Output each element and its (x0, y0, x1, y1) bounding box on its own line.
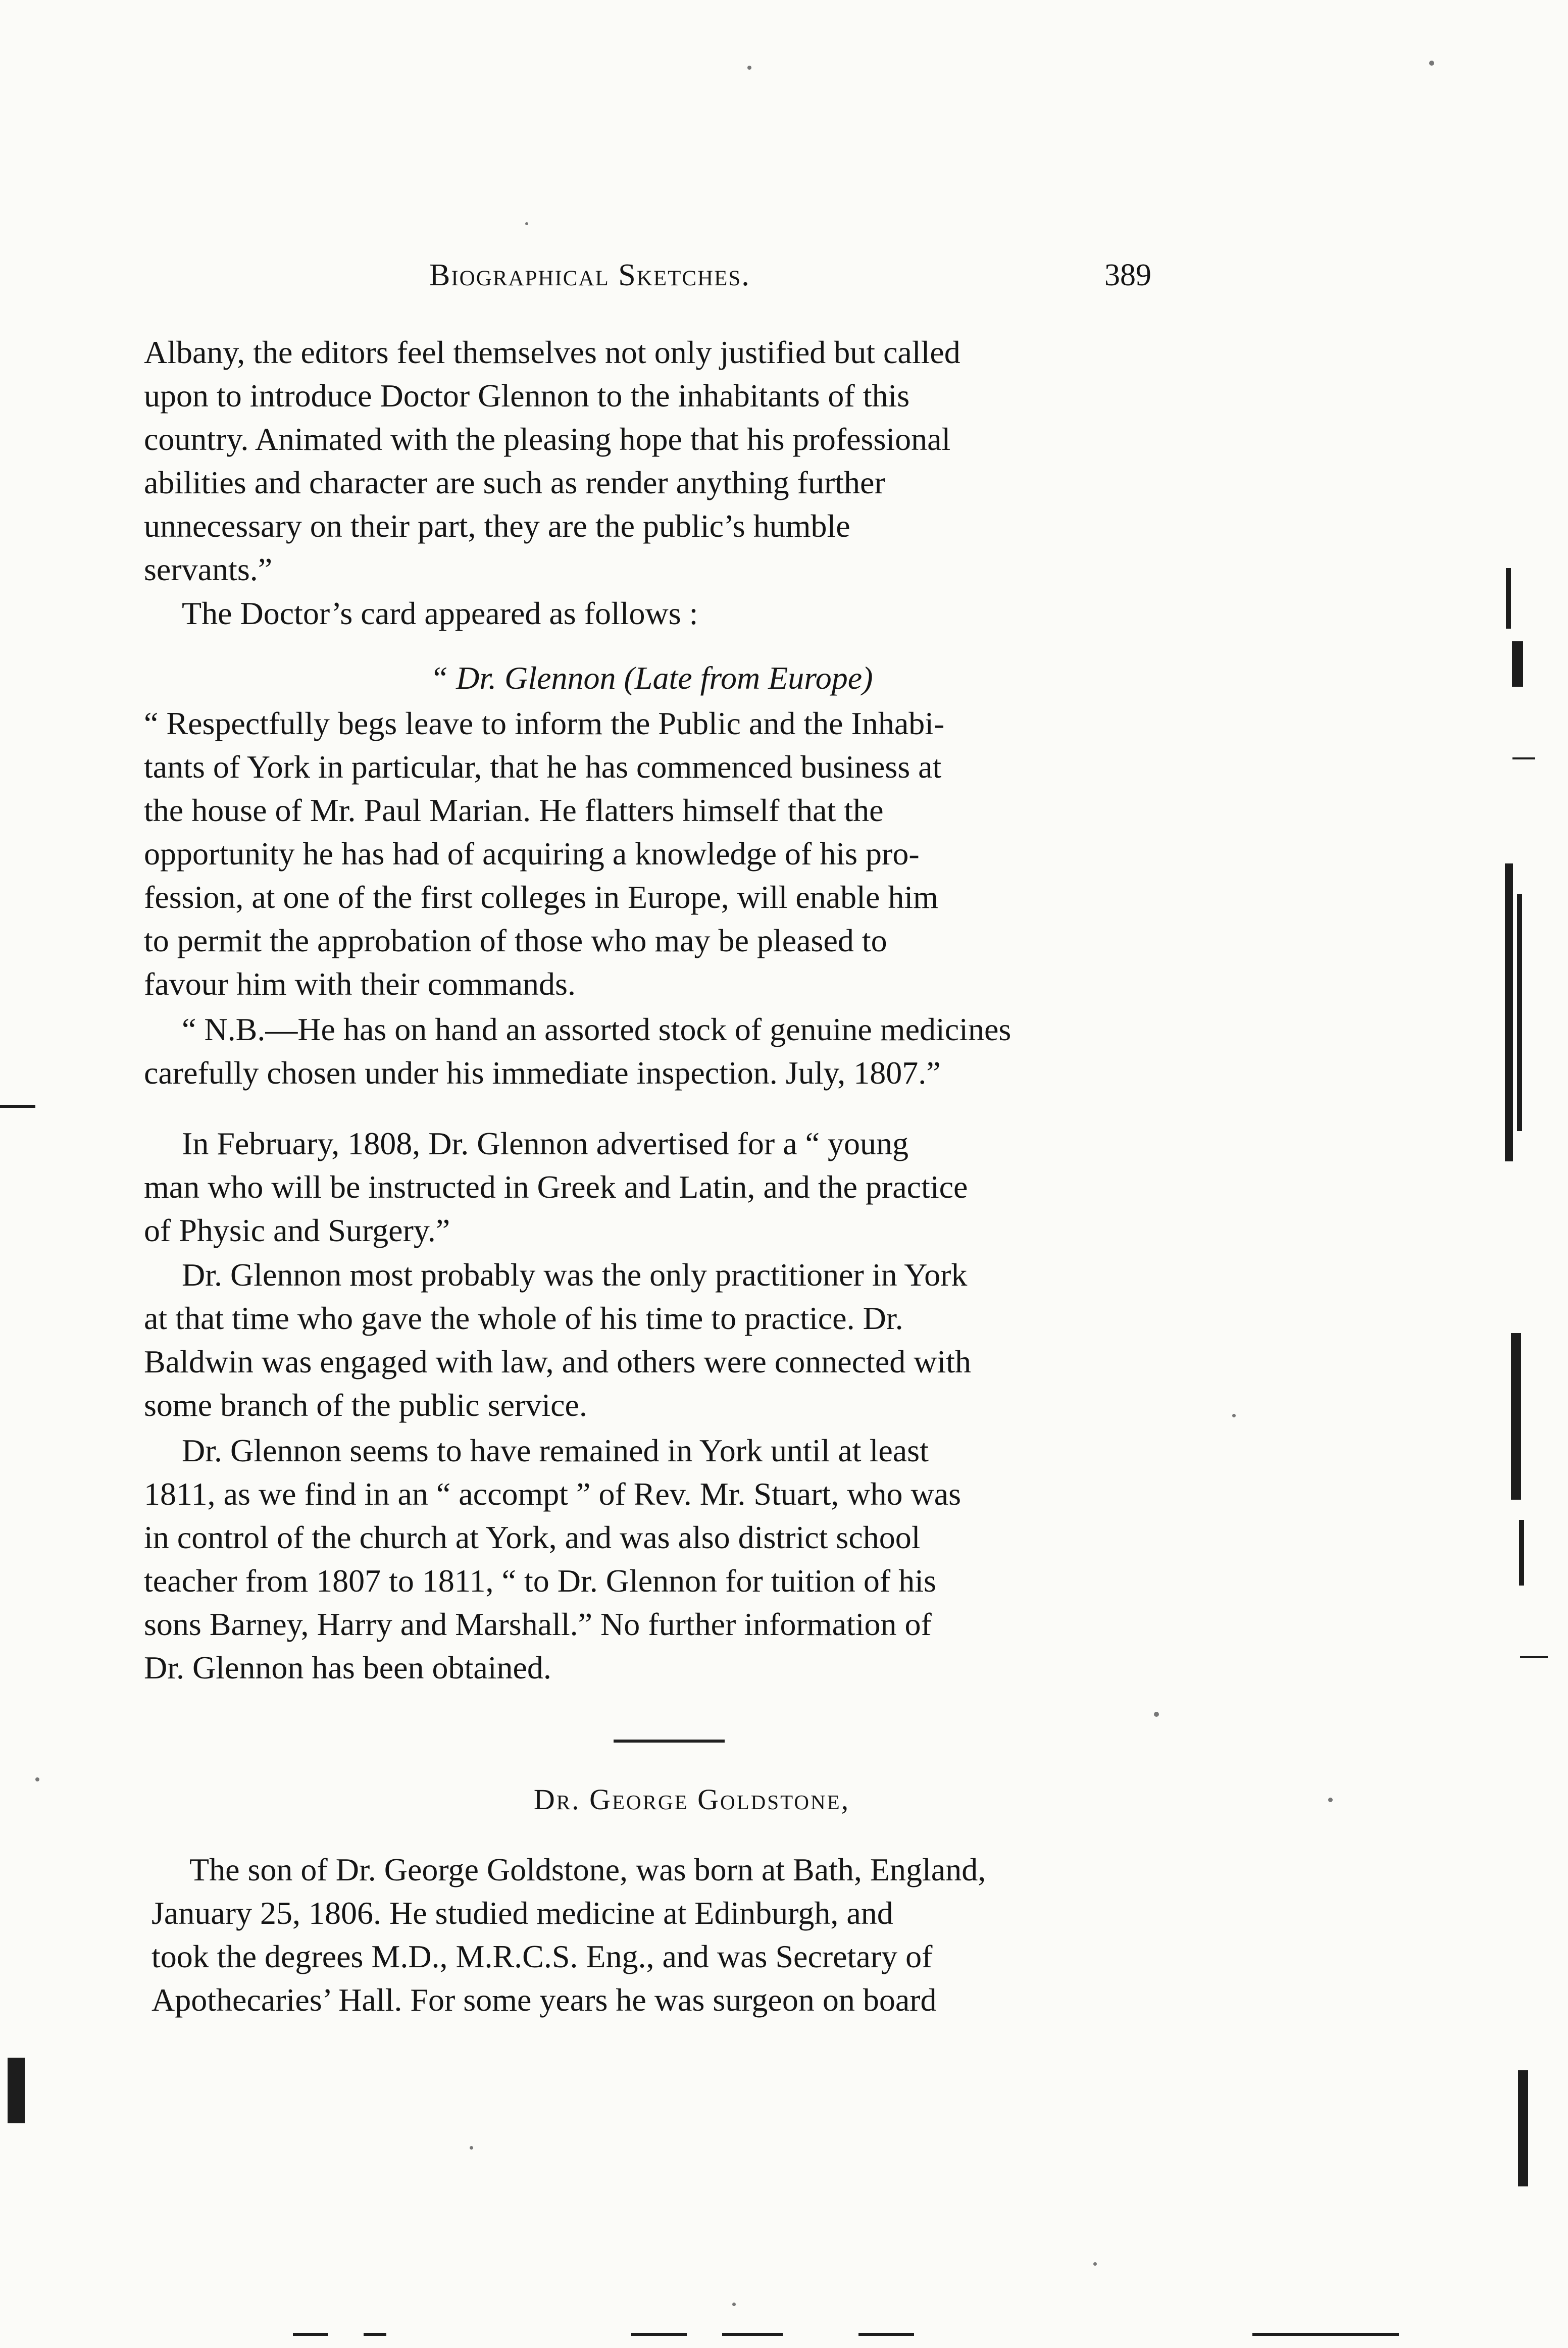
scan-speck (1154, 1712, 1159, 1717)
text-line: of Physic and Surgery.” (144, 1212, 450, 1248)
text-line: upon to introduce Doctor Glennon to the inhabitants of this (144, 378, 910, 414)
text-line: in control of the church at York, and was also district school (144, 1519, 921, 1555)
text-line: tants of York in particular, that he has commenced business at (144, 749, 942, 785)
text-line: January 25, 1806. He studied medicine at Edinburgh, and (151, 1895, 893, 1931)
scan-speck (1232, 1414, 1236, 1417)
text-line: Albany, the editors feel themselves not only justified but called (144, 334, 960, 370)
practitioner-paragraph (144, 1253, 1159, 1427)
text-line: “ Dr. Glennon (Late from Europe) (430, 660, 873, 696)
page-header (429, 258, 1151, 303)
page-number: 389 (1104, 258, 1151, 292)
february-paragraph (144, 1122, 1159, 1252)
text-line: “ N.B.—He has on hand an assorted stock of genuine medicines (182, 1011, 1011, 1047)
text-line: man who will be instructed in Greek and Latin, and the practice (144, 1169, 968, 1205)
text-line: Apothecaries’ Hall. For some years he was surgeon on board (151, 1982, 937, 2018)
remained-paragraph (144, 1429, 1159, 1690)
text-line: Dr. Glennon seems to have remained in York until at least (182, 1433, 929, 1468)
text-line: “ Respectfully begs leave to inform the Public and the Inhabi- (144, 705, 945, 741)
text-line: sons Barney, Harry and Marshall.” No further information of (144, 1606, 932, 1642)
scan-mark (8, 2058, 25, 2123)
text-line: In February, 1808, Dr. Glennon advertised for a “ young (182, 1126, 909, 1161)
text-line: some branch of the public service. (144, 1387, 587, 1423)
scan-mark (1519, 1520, 1524, 1586)
scan-mark (0, 1105, 35, 1108)
text-line: to permit the approbation of those who may be pleased to (144, 923, 887, 958)
text-line: servants.” (144, 551, 273, 587)
text-line: carefully chosen under his immediate inspection. July, 1807.” (144, 1055, 941, 1091)
scan-mark (364, 2333, 386, 2336)
scan-mark (1505, 863, 1513, 1161)
scan-speck (747, 66, 751, 70)
text-line: fession, at one of the first colleges in Europe, will enable him (144, 879, 938, 915)
scan-mark (1512, 641, 1523, 687)
card-body (144, 702, 1159, 1006)
scan-speck (1328, 1798, 1333, 1802)
scan-speck (1093, 2262, 1097, 2266)
scan-speck (1429, 61, 1434, 66)
card-title (144, 656, 1159, 700)
scan-mark (1517, 894, 1522, 1131)
scan-mark (1252, 2333, 1399, 2336)
section-separator (614, 1740, 725, 1743)
text-line: took the degrees M.D., M.R.C.S. Eng., and was Secretary of (151, 1938, 933, 1974)
scan-mark (722, 2333, 783, 2336)
text-line: abilities and character are such as render anything further (144, 465, 885, 500)
text-line: Dr. Glennon most probably was the only practitioner in York (182, 1257, 968, 1293)
scan-mark (1518, 2070, 1528, 2186)
text-line: the house of Mr. Paul Marian. He flatters himself that the (144, 792, 884, 828)
text-line: teacher from 1807 to 1811, “ to Dr. Glennon for tuition of his (144, 1563, 936, 1599)
text-line: 1811, as we find in an “ accompt ” of Rev. Mr. Stuart, who was (144, 1476, 961, 1512)
opening-paragraph (144, 331, 1159, 591)
text-line: Dr. Glennon has been obtained. (144, 1650, 551, 1686)
scan-speck (525, 222, 528, 225)
scan-mark (1512, 757, 1535, 759)
goldstone-paragraph (151, 1848, 1159, 2022)
running-head: Biographical Sketches. (429, 258, 750, 292)
text-line: favour him with their commands. (144, 966, 576, 1002)
scan-mark (1511, 1333, 1521, 1500)
text-line: Baldwin was engaged with law, and others were connected with (144, 1344, 971, 1380)
section-heading: Dr. George Goldstone, (533, 1783, 850, 1816)
text-line: opportunity he has had of acquiring a knowledge of his pro- (144, 836, 920, 872)
scan-speck (35, 1777, 39, 1781)
scan-mark (858, 2333, 914, 2336)
scan-mark (293, 2333, 328, 2336)
card-note (144, 1008, 1159, 1095)
scan-mark (1506, 568, 1511, 629)
text-line: country. Animated with the pleasing hope that his professional (144, 421, 951, 457)
scan-mark (631, 2333, 687, 2336)
scan-mark (1520, 1656, 1548, 1658)
text-line: The Doctor’s card appeared as follows : (182, 595, 698, 631)
text-line: unnecessary on their part, they are the public’s humble (144, 508, 850, 544)
card-intro (144, 592, 1159, 635)
scan-speck (732, 2303, 736, 2306)
scan-speck (470, 2146, 473, 2150)
text-line: The son of Dr. George Goldstone, was born at Bath, England, (189, 1852, 986, 1887)
text-line: at that time who gave the whole of his time to practice. Dr. (144, 1300, 903, 1336)
